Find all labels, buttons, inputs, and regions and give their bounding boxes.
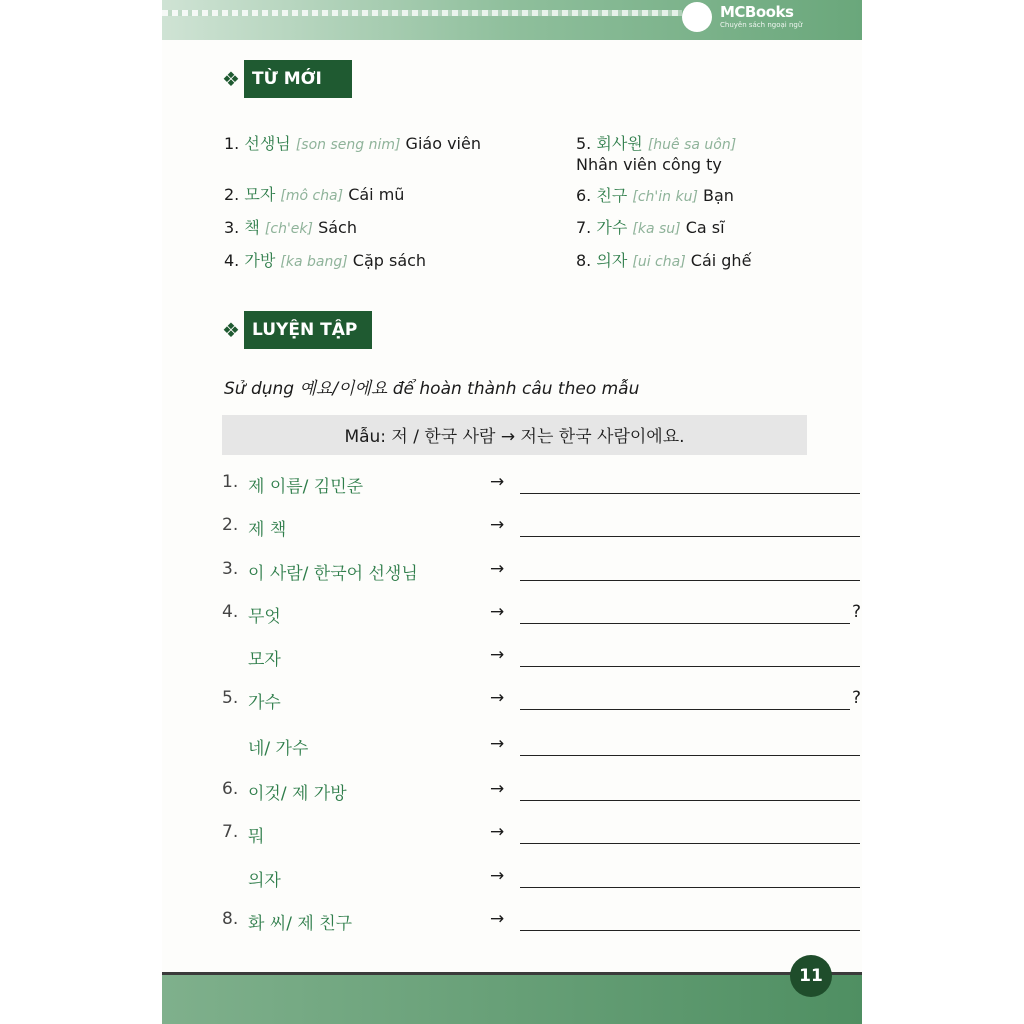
answer-blank[interactable] <box>520 580 860 581</box>
top-banner <box>162 0 862 40</box>
answer-blank[interactable] <box>520 755 860 756</box>
answer-blank[interactable] <box>520 709 850 710</box>
vocab-item: 7. 가수 [ka su] Ca sĩ <box>576 218 725 237</box>
exercise-row: 2. 제 책 → <box>222 515 822 541</box>
answer-blank[interactable] <box>520 800 860 801</box>
answer-blank[interactable] <box>520 843 860 844</box>
exercise-row: 네/ 가수 → <box>222 734 822 760</box>
banner-stripe <box>162 10 682 16</box>
exercise-instruction: Sử dụng 예요/이에요 để hoàn thành câu theo mẫu <box>224 379 640 399</box>
exercise-row: 4. 무엇 → ? <box>222 602 862 627</box>
vocab-item: 3. 책 [ch'ek] Sách <box>224 218 357 237</box>
page-number: 11 <box>790 955 832 997</box>
answer-blank[interactable] <box>520 887 860 888</box>
exercise-row: 8. 화 씨/ 제 친구 → <box>222 909 822 935</box>
book-page <box>162 0 862 1024</box>
vocab-item: 4. 가방 [ka bang] Cặp sách <box>224 251 427 270</box>
brand-tagline: Chuyên sách ngoại ngữ <box>720 21 803 29</box>
answer-blank[interactable] <box>520 623 850 624</box>
exercise-row: 의자 → <box>222 866 822 892</box>
bottom-banner <box>162 975 862 1024</box>
logo-circle-icon <box>682 2 712 32</box>
diamond-bullet-icon: ❖ <box>218 311 244 349</box>
exercise-row: 7. 뭐 → <box>222 822 822 848</box>
exercise-row: 6. 이것/ 제 가방 → <box>222 779 822 805</box>
section-title-text: TỪ MỚI <box>252 69 322 89</box>
exercise-row: 모자 → <box>222 645 822 671</box>
section-title-text: LUYỆN TẬP <box>252 320 358 340</box>
exercise-row: 3. 이 사람/ 한국어 선생님 → <box>222 559 822 585</box>
vocab-item: 5. 회사원 [huê sa uôn] Nhân viên công ty <box>576 134 737 174</box>
answer-blank[interactable] <box>520 666 860 667</box>
answer-blank[interactable] <box>520 930 860 931</box>
diamond-bullet-icon: ❖ <box>218 60 244 98</box>
vocab-item: 8. 의자 [ui cha] Cái ghế <box>576 251 752 270</box>
section-title-vocab <box>224 60 352 98</box>
vocab-item: 2. 모자 [mô cha] Cái mũ <box>224 185 405 204</box>
exercise-row: 5. 가수 → ? <box>222 688 862 713</box>
vocab-item: 1. 선생님 [son seng nim] Giáo viên <box>224 134 481 153</box>
answer-blank[interactable] <box>520 493 860 494</box>
section-title-practice <box>224 311 372 349</box>
example-sentence: Mẫu: 저 / 한국 사람 → 저는 한국 사람이에요. <box>222 415 807 455</box>
exercise-row: 1. 제 이름/ 김민준 → <box>222 472 822 498</box>
brand-logo: MCBooks <box>720 3 794 21</box>
vocab-item: 6. 친구 [ch'in ku] Bạn <box>576 186 734 205</box>
answer-blank[interactable] <box>520 536 860 537</box>
